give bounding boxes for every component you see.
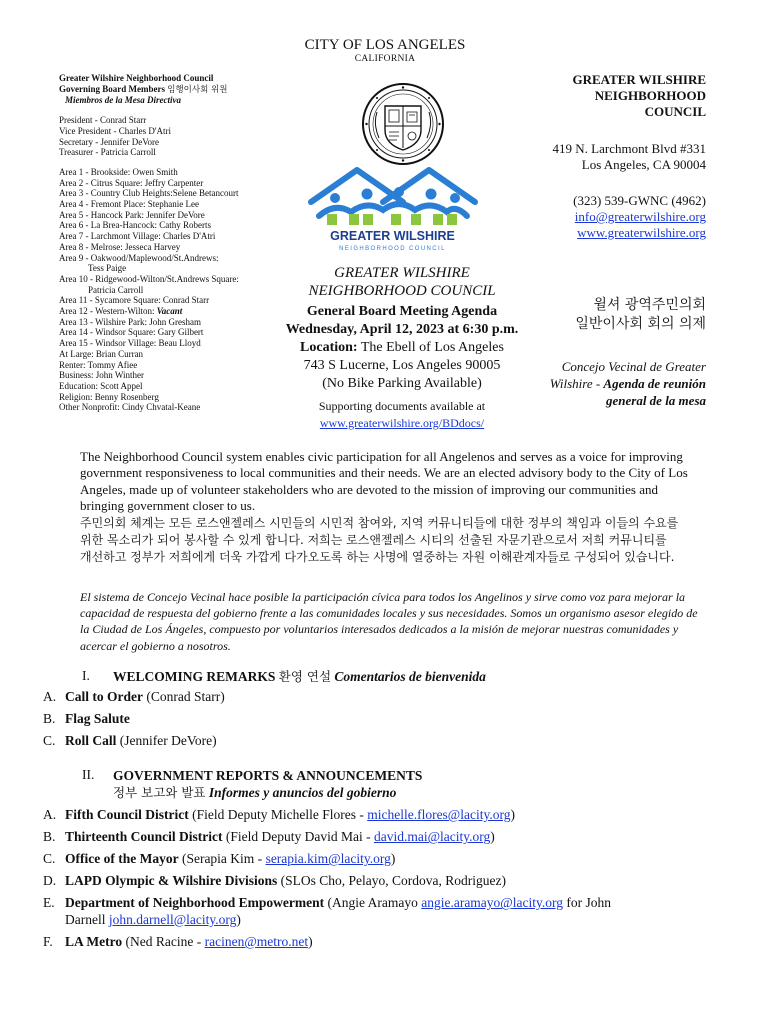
logo-title: GREATER WILSHIRE: [330, 229, 455, 243]
agenda-item: B. Flag Salute: [43, 711, 130, 727]
agenda-item: E. Department of Neighborhood Empowerment (Angie Aramayo angie.aramayo@lacity.org for John Darnell john.darnell@lacity.org): [43, 895, 611, 927]
agenda-item: C. Roll Call (Jennifer DeVore): [43, 733, 217, 749]
meeting-title: General Board Meeting Agenda: [306, 304, 498, 319]
area-item: Area 9 - Oakwood/Maplewood/St.Andrews:: [59, 252, 219, 263]
council-name-line: NEIGHBORHOOD: [594, 88, 706, 103]
council-name: Greater Wilshire Neighborhood Council: [59, 73, 214, 83]
officer-item: Treasurer - Patricia Carroll: [59, 147, 156, 158]
area-item: Area 1 - Brookside: Owen Smith: [59, 166, 178, 177]
area-item: Area 14 - Windsor Square: Gary Gilbert: [59, 327, 204, 338]
seat-item: Religion: Benny Rosenberg: [59, 391, 159, 402]
officer-item: Vice President - Charles D'Atri: [59, 125, 172, 136]
parking-note: (No Bike Parking Available): [322, 376, 482, 391]
seat-item: Other Nonprofit: Cindy Chvatal-Keane: [59, 402, 201, 413]
supporting-docs-note: Supporting documents available at: [318, 399, 486, 413]
agenda-items-1: [43, 689, 633, 755]
area-item: Area 5 - Hancock Park: Jennifer DeVore: [59, 209, 205, 220]
mission-paragraph-es: El sistema de Concejo Vecinal hace posible la participación cívica para todos los Angelinos y sirve como voz para mejorar la capacidad de respuesta del gobierno frente a las comunidades locales y sus necesidades. Somos un organismo asesor elegido de la Ciudad de Los Ángeles, compuesto por voluntarios interesados dedicados a la misión de mejorar nuestras comunidades y acercar el gobierno a nosotros.: [80, 590, 698, 653]
section-heading: GOVERNMENT REPORTS & ANNOUNCEMENTS 정부 보고와 발표 Informes y anuncios del gobierno: [113, 768, 423, 800]
email-link[interactable]: serapia.kim@lacity.org: [265, 851, 391, 867]
agenda-item: D. LAPD Olympic & Wilshire Divisions (SLOs Cho, Pelayo, Cordova, Rodriguez): [43, 873, 507, 889]
area-item: Area 8 - Melrose: Jesseca Harvey: [59, 241, 181, 252]
email-link[interactable]: michelle.flores@lacity.org: [367, 807, 511, 822]
agenda-item: A. Call to Order (Conrad Starr): [43, 689, 225, 704]
area-item: Area 2 - Citrus Square: Jeffry Carpenter: [59, 177, 204, 188]
email-link[interactable]: racinen@metro.net: [204, 933, 309, 949]
council-name-line: GREATER WILSHIRE: [572, 72, 706, 87]
spanish-title: Concejo Vecinal de Greater Wilshire - Agenda de reunión general de la mesa: [549, 359, 706, 408]
agenda-item: F. LA Metro (Ned Racine - racinen@metro.net): [43, 933, 313, 949]
email-link[interactable]: info@greaterwilshire.org: [574, 209, 706, 224]
mission-paragraph-en: The Neighborhood Council system enables civic participation for all Angelenos and serves as a voice for improving government responsiveness to local communities and their needs. We are an elected advisory body to the City of Los Angeles, made up of volunteer stakeholders who are devoted to the mission of improving our communities and bringing government closer to us.: [80, 449, 688, 513]
state-heading: CALIFORNIA: [354, 54, 416, 64]
seat-item: At Large: Brian Curran: [59, 348, 144, 359]
section-number: I.: [82, 668, 90, 683]
contact-info: [520, 72, 706, 409]
city-heading: CITY OF LOS ANGELES: [304, 37, 466, 53]
logo-subtitle: NEIGHBORHOOD COUNCIL: [339, 246, 446, 252]
council-name-line: COUNCIL: [644, 104, 706, 119]
area-item: Area 13 - Wilshire Park: John Gresham: [59, 316, 201, 327]
area-item-cont: Tess Paige: [88, 263, 127, 274]
korean-title: 윌셔 광역주민의회 일반이사회 회의 의제: [575, 297, 706, 332]
mailing-address-2: Los Angeles, CA 90004: [581, 157, 706, 172]
agenda-item: A. Fifth Council District (Field Deputy Michelle Flores - michelle.flores@lacity.org): [43, 807, 515, 822]
vacant-label: Vacant: [156, 306, 183, 317]
agenda-item: C. Office of the Mayor (Serapia Kim - serapia.kim@lacity.org): [43, 851, 396, 867]
area-item: Area 12 - Western-Wilton: Vacant: [59, 306, 183, 317]
phone-number: (323) 539-GWNC (4962): [573, 193, 706, 208]
officer-item: President - Conrad Starr: [59, 115, 147, 126]
area-item: Area 7 - Larchmont Village: Charles D'Atri: [59, 231, 216, 242]
agenda-item: B. Thirteenth Council District (Field Deputy David Mai - david.mai@lacity.org): [43, 829, 495, 845]
members-heading: Governing Board Members 임행이사회 위원: [59, 83, 228, 95]
area-item-cont: Patricia Carroll: [88, 284, 144, 295]
meeting-info: [282, 264, 522, 431]
seat-item: Business: John Winther: [59, 370, 144, 381]
city-seal-icon: [361, 82, 445, 166]
area-item: Area 6 - La Brea-Hancock: Cathy Roberts: [59, 220, 211, 231]
center-org-name-2: NEIGHBORHOOD COUNCIL: [308, 283, 496, 299]
area-item: Area 15 - Windsor Village: Beau Lloyd: [59, 338, 201, 349]
area-item: Area 10 - Ridgewood-Wilton/St.Andrews Square:: [59, 273, 239, 284]
gwnc-logo-icon: [305, 164, 480, 254]
mailing-address-1: 419 N. Larchmont Blvd #331: [552, 141, 706, 156]
mission-paragraph-kr: 주민의회 체계는 모든 로스앤젤레스 시민들의 시민적 참여와, 지역 커뮤니티들에 대한 정부의 책임과 이들의 수요를 위한 목소리가 되어 봉사할 수 있게 합니다. 저희는 로스앤젤레스 시티의 선출된 자문기관으로서 저희 커뮤니티를 개선하고 정부가 저희에게 더욱 가깝게 다가오도록 하는 사명에 열중하는 자원 이해관계자들로 구성되어 있습니다.: [80, 516, 679, 564]
area-item: Area 11 - Sycamore Square: Conrad Starr: [59, 295, 210, 306]
meeting-address: 743 S Lucerne, Los Angeles 90005: [303, 358, 501, 373]
section-number: II.: [82, 767, 95, 782]
area-item: Area 4 - Fremont Place: Stephanie Lee: [59, 199, 199, 210]
area-item: Area 3 - Country Club Heights:Selene Betancourt: [59, 188, 239, 199]
website-link[interactable]: www.greaterwilshire.org: [577, 225, 706, 240]
email-link[interactable]: angie.aramayo@lacity.org: [421, 895, 563, 911]
section-heading: WELCOMING REMARKS 환영 연설 Comentarios de bienvenida: [113, 669, 486, 684]
agenda-items-2: [43, 807, 633, 956]
docs-link[interactable]: www.greaterwilshire.org/BDdocs/: [319, 416, 485, 430]
board-members-list: [59, 73, 284, 413]
seat-item: Renter: Tommy Afiee: [59, 359, 138, 370]
meeting-location: Location: The Ebell of Los Angeles: [300, 340, 504, 355]
officer-item: Secretary - Jennifer DeVore: [59, 136, 160, 147]
center-org-name-1: GREATER WILSHIRE: [334, 265, 470, 281]
meeting-date: Wednesday, April 12, 2023 at 6:30 p.m.: [285, 322, 519, 337]
email-link[interactable]: david.mai@lacity.org: [373, 829, 491, 845]
email-link[interactable]: john.darnell@lacity.org: [108, 911, 237, 927]
seat-item: Education: Scott Appel: [59, 380, 143, 391]
members-heading-es: Miembros de la Mesa Directiva: [65, 95, 181, 106]
